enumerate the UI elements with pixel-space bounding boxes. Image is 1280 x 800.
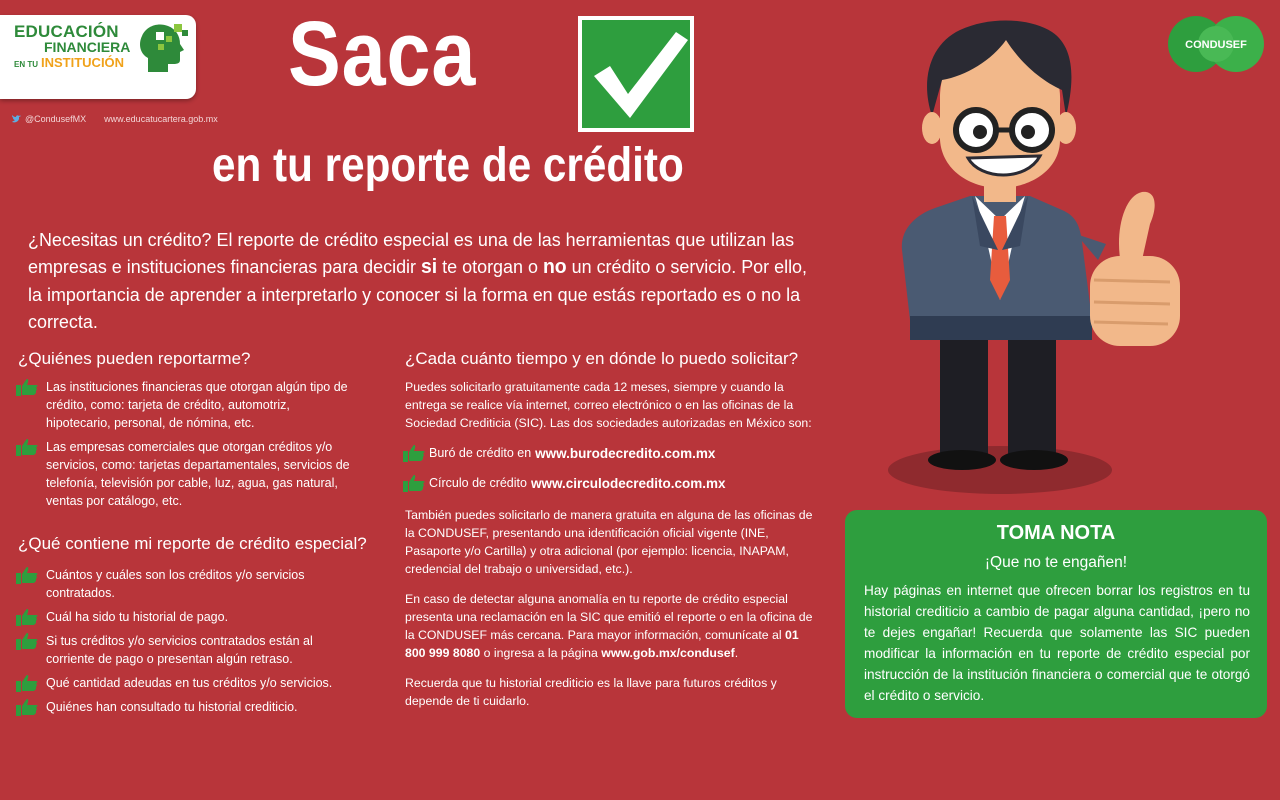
thumbs-up-icon [16, 566, 38, 584]
thumbs-up-icon [16, 378, 38, 396]
circulodecredito-label: Círculo de crédito [429, 476, 527, 490]
list-item: Las instituciones financieras que otorgan algún tipo de crédito, como: tarjeta de crédito, automotriz, hipotecario, personal, de nómina, etc. [16, 378, 356, 432]
toma-nota-title: TOMA NOTA [996, 522, 1116, 544]
section2-title: ¿Qué contiene mi reporte de crédito especial? [18, 534, 367, 553]
section1-title: ¿Quiénes pueden reportarme? [18, 349, 251, 368]
burodecredito-link[interactable]: www.burodecredito.com.mx [535, 445, 716, 461]
thumbs-up-icon [16, 674, 38, 692]
circulodecredito-row [403, 474, 726, 492]
thumbs-up-icon [403, 444, 425, 462]
svg-text:CONDUSEF: CONDUSEF [1185, 39, 1247, 51]
title-subtitle: en tu reporte de crédito [212, 139, 684, 192]
website-link[interactable]: www.educatucartera.gob.mx [104, 114, 218, 124]
twitter-handle[interactable]: @CondusefMX [12, 114, 86, 124]
intro-part1: ¿Necesitas un crédito? El reporte de crédito especial [28, 229, 449, 250]
toma-nota-body: Hay páginas en internet que ofrecen borrar los registros en tu historial crediticio a cambio de pagar alguna cantidad, ¡pero no te dejes engañar! Recuerda que solamente las SIC pueden modificar la información en tu reporte de crédito especial por instrucción de la institución financiera o comercial que te otorgó el crédito o servicio. [864, 583, 1250, 703]
logo-line2: FINANCIERA [44, 39, 131, 55]
checkmark-box-icon [576, 14, 696, 134]
section1-list [16, 378, 356, 510]
thumbs-up-icon [16, 698, 38, 716]
section3-para3: En caso de detectar alguna anomalía en tu reporte de crédito especial presenta una reclamación en la SIC que emitió el reporte o en la oficina de la CONDUSEF más cercana. Para mayor información, comunícate al 01 800 999 8080 o ingresa a la página www.gob.mx/condusef. [405, 592, 813, 660]
intro-part4: un crédito o servicio. Por ello, la importancia de aprender a interpretarlo y conocer si la forma en que estás reportado es o no la correcta. [28, 256, 808, 332]
thumbs-up-icon [16, 632, 38, 650]
condusef-logo [1166, 14, 1266, 74]
phone-number: 01 800 999 8080 [405, 628, 799, 660]
thumbs-up-icon [16, 438, 38, 456]
businessman-thumbs-up-illustration [880, 20, 1180, 495]
logo-line3-text: INSTITUCIÓN [41, 55, 125, 70]
list-item: Cuántos y cuáles son los créditos y/o servicios contratados. [16, 566, 356, 602]
section3-para4: Recuerda que tu historial crediticio es la llave para futuros créditos y depende de ti cuidarlo. [405, 676, 777, 708]
toma-nota-subtitle: ¡Que no te engañen! [984, 554, 1128, 571]
intro-part2: es una de las herramientas que utilizan las empresas e instituciones financieras para decidir [28, 229, 795, 277]
social-links [12, 114, 218, 124]
intro-si: si [421, 256, 438, 278]
burodecredito-row [403, 444, 715, 462]
section2-list [16, 566, 356, 716]
logo-line3 [14, 55, 124, 70]
list-item: Las empresas comerciales que otorgan créditos y/o servicios, como: tarjetas departamentales, servicios de telefonía, televisión por cable, luz, agua, gas natural, ventas por catálogo, etc. [16, 438, 356, 510]
section3-para1: Puedes solicitarlo gratuitamente cada 12 meses, siempre y cuando la entrega se realice vía internet, correo electrónico o en las oficinas de la Sociedad Crediticia (SIC). Las dos sociedades autorizadas en México son: [405, 380, 812, 430]
list-item: Cuál ha sido tu historial de pago. [16, 608, 356, 626]
gob-link[interactable]: www.gob.mx/condusef [601, 646, 735, 660]
intro-paragraph [28, 226, 814, 335]
twitter-icon [12, 115, 22, 124]
burodecredito-label: Buró de crédito en [429, 446, 532, 460]
section3-para2: También puedes solicitarlo de manera gratuita en alguna de las oficinas de la CONDUSEF, presentando una identificación oficial vigente (INE, Pasaporte y/o Cartilla) y otra adicional (por ejemplo: licencia, INAPAM, credencial del trabajo o universidad, etc.). [405, 508, 813, 576]
circulodecredito-link[interactable]: www.circulodecredito.com.mx [530, 475, 726, 491]
section3-title: ¿Cada cuánto tiempo y en dónde lo puedo solicitar? [405, 349, 799, 368]
logo-line1: EDUCACIÓN [14, 22, 119, 41]
thumbs-up-icon [403, 474, 425, 492]
head-puzzle-icon [134, 18, 192, 76]
thumbs-up-icon [16, 608, 38, 626]
title-main: Saca [288, 3, 477, 105]
intro-no: no [542, 256, 567, 278]
logo-line3-small: EN TU [14, 60, 38, 69]
list-item: Quiénes han consultado tu historial crediticio. [16, 698, 356, 716]
list-item: Qué cantidad adeudas en tus créditos y/o servicios. [16, 674, 356, 692]
intro-part3: te otorgan o [437, 256, 543, 277]
list-item: Si tus créditos y/o servicios contratados están al corriente de pago o presentan algún retraso. [16, 632, 356, 668]
